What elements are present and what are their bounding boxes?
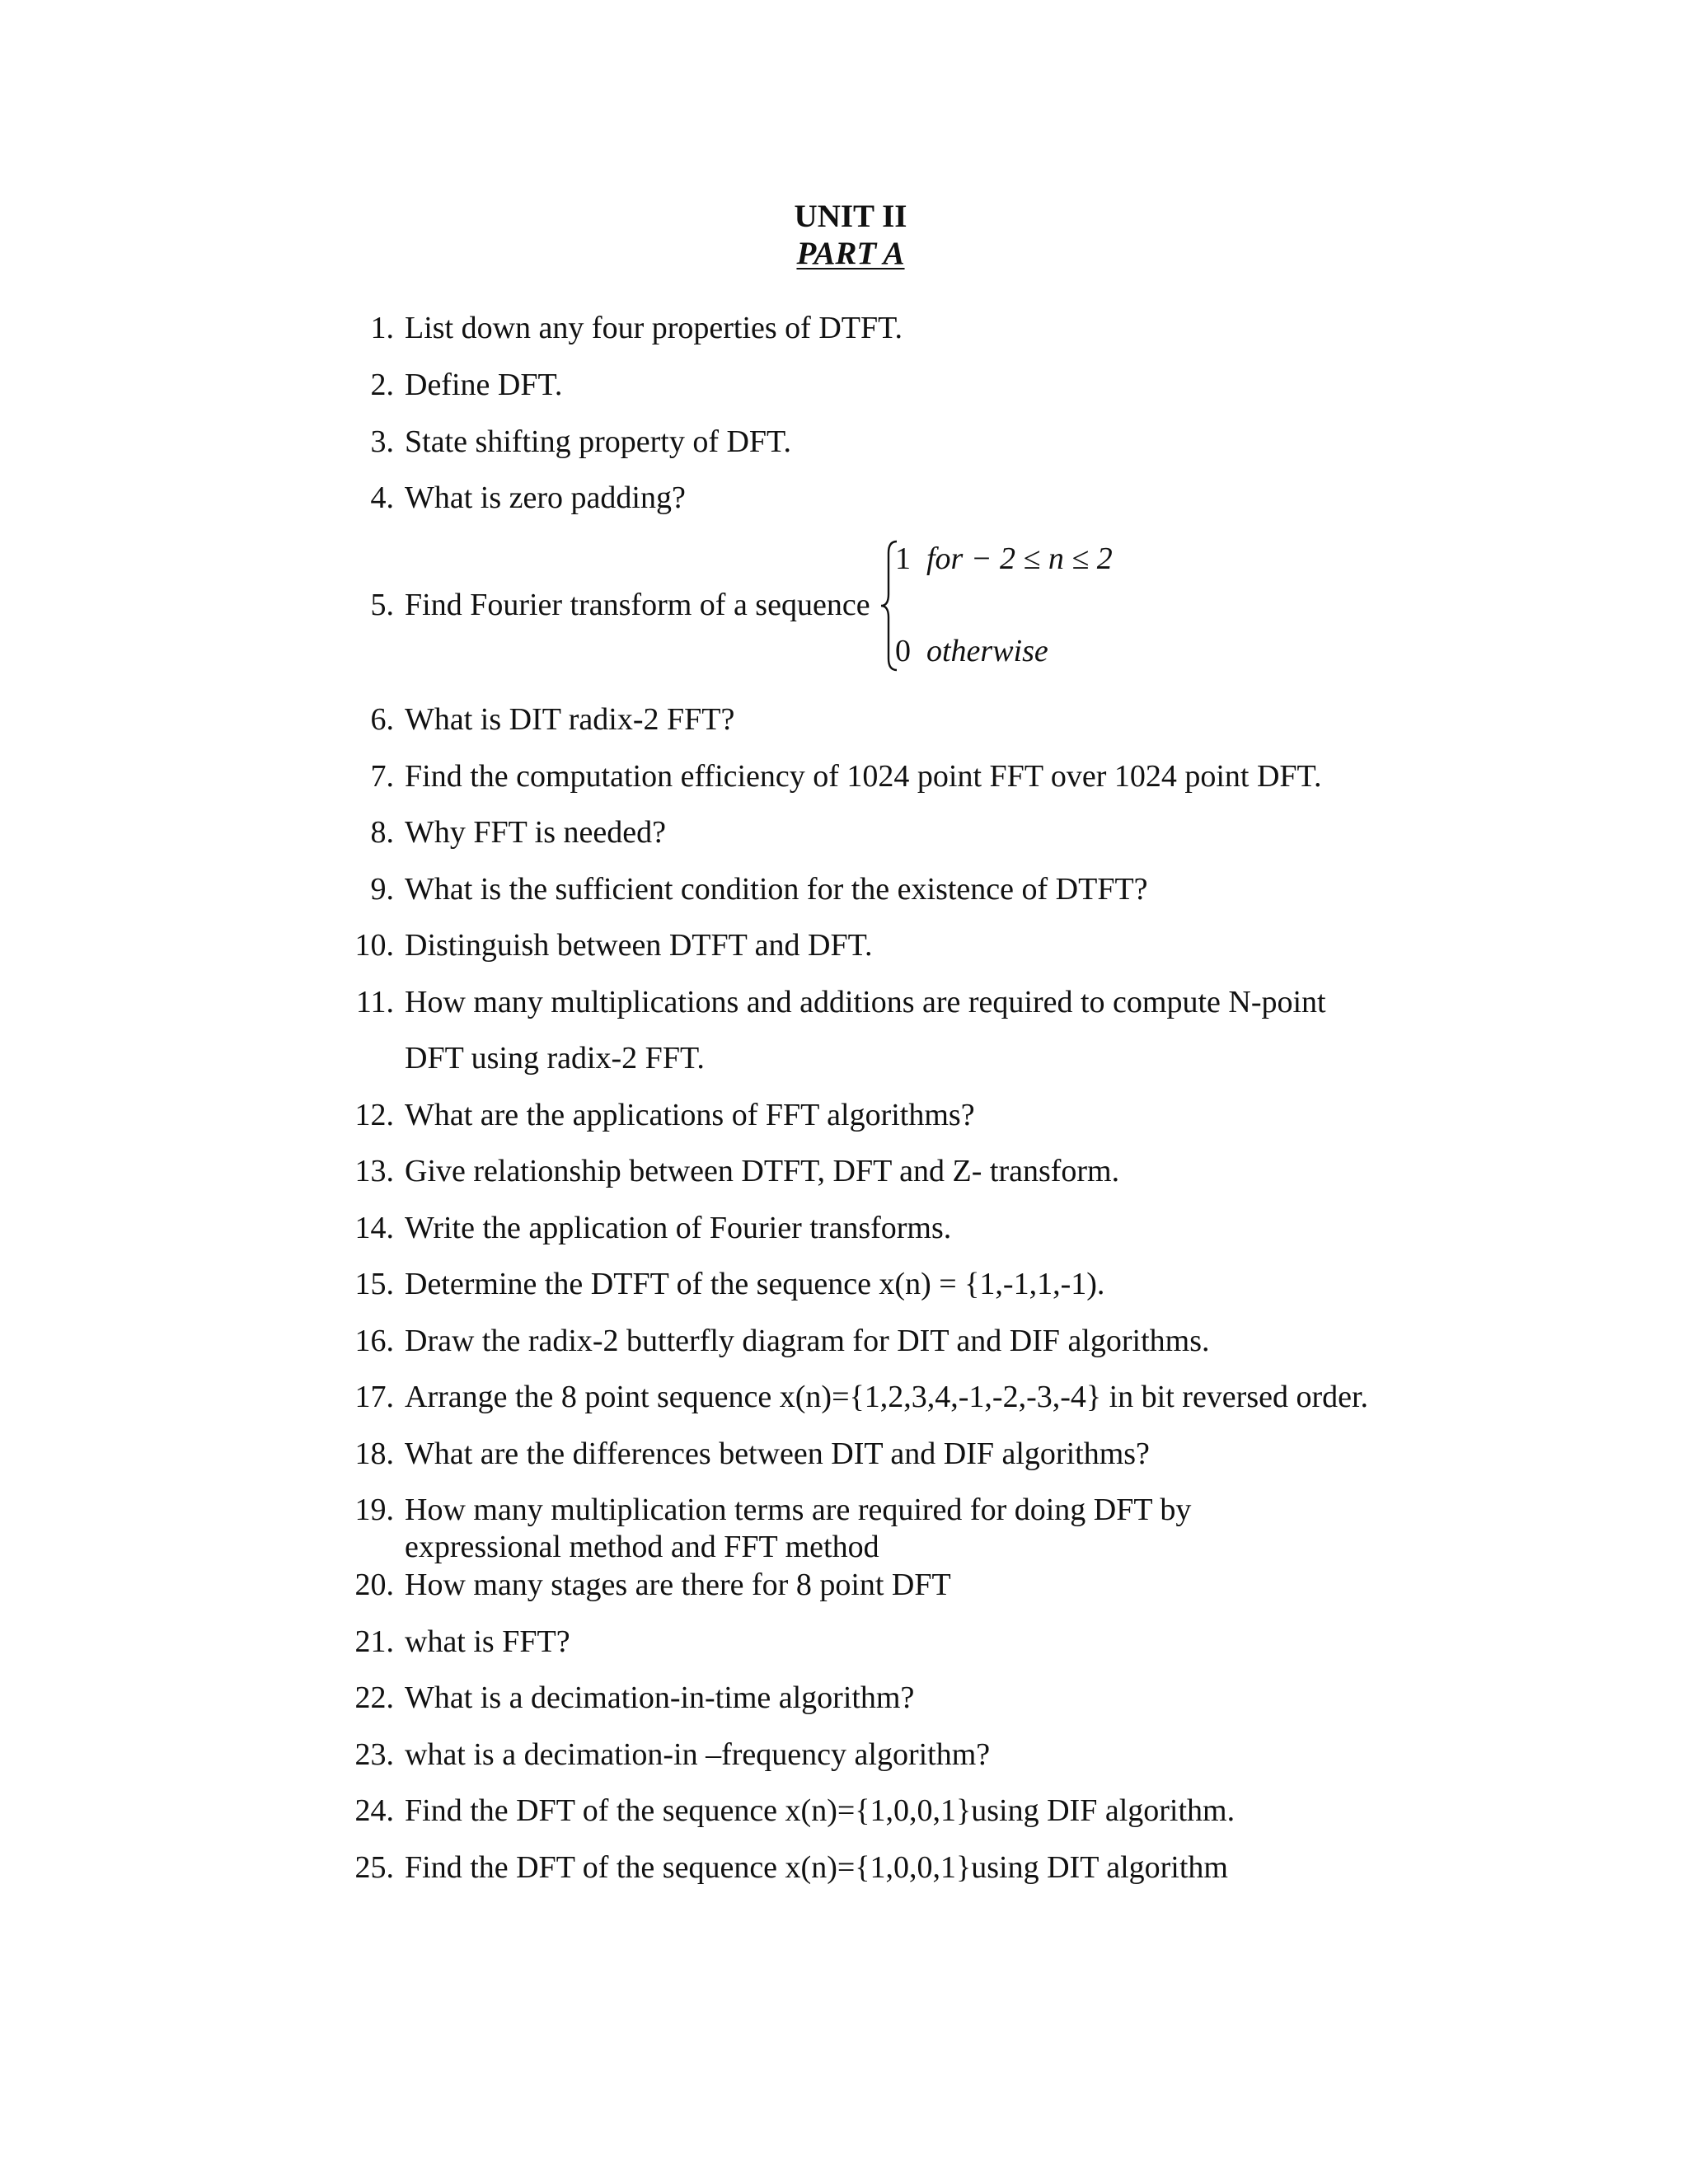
question-text: Distinguish between DTFT and DFT. [405,928,873,963]
question-item [338,1210,951,1246]
question-item [338,587,870,623]
case-condition: otherwise [926,634,1048,668]
question-text: What is zero padding? [405,480,686,515]
question-text: State shifting property of DFT. [405,424,791,459]
question-number: 11. [355,985,394,1019]
question-number: 2. [370,368,394,402]
question-number: 1. [370,311,394,345]
question-item [338,1266,1104,1302]
question-item [338,367,562,403]
question-item [338,814,666,851]
question-text: Define DFT. [405,368,563,402]
question-text: How many multiplication terms are required for doing DFT by [405,1493,1192,1527]
question-text: What is a decimation-in-time algorithm? [405,1680,915,1715]
question-item [338,758,1321,794]
case-condition: for − 2 ≤ n ≤ 2 [926,541,1113,576]
question-text: What is the sufficient condition for the existence of DTFT? [405,872,1148,907]
question-number: 20. [354,1568,394,1602]
question-text: Find Fourier transform of a sequence [405,588,870,622]
question-item [338,1379,1368,1415]
question-number: 23. [354,1737,394,1772]
question-number: 4. [370,480,394,515]
question-number: 14. [354,1211,394,1245]
question-item [338,1736,990,1773]
question-number: 9. [370,872,394,907]
question-number: 6. [370,702,394,737]
case-row [895,633,1048,669]
question-number: 12. [354,1098,394,1132]
unit-title: UNIT II [794,199,907,234]
question-text: Draw the radix-2 butterfly diagram for DIT and DIF algorithms. [405,1324,1210,1358]
question-continuation: expressional method and FFT method [405,1530,879,1564]
question-continuation: DFT using radix-2 FFT. [405,1041,705,1076]
case-row [895,541,1113,577]
question-number: 16. [354,1324,394,1358]
question-number: 25. [354,1850,394,1885]
question-number: 18. [354,1436,394,1471]
question-item [338,1793,1235,1829]
question-item [338,1436,1150,1472]
question-number: 21. [354,1624,394,1659]
question-text: How many stages are there for 8 point DFT [405,1568,951,1602]
question-text: Arrange the 8 point sequence x(n)={1,2,3,4,-1,-2,-3,-4} in bit reversed order. [405,1380,1369,1414]
question-number: 15. [354,1267,394,1301]
question-item [338,1680,914,1716]
question-item [338,871,1148,907]
question-item [338,1323,1209,1359]
question-item [338,927,873,963]
question-number: 7. [370,759,394,794]
question-item [338,480,686,516]
question-text: What is DIT radix-2 FFT? [405,702,735,737]
question-item [338,1153,1119,1189]
question-text: Determine the DTFT of the sequence x(n) = {1,-1,1,-1). [405,1267,1105,1301]
question-item [338,310,903,346]
question-text: Give relationship between DTFT, DFT and Z- transform. [405,1154,1120,1188]
question-number: 3. [370,424,394,459]
question-item [338,984,1326,1020]
question-text: what is a decimation-in –frequency algorithm? [405,1737,991,1772]
question-number: 5. [370,588,394,622]
question-number: 17. [354,1380,394,1414]
question-item [338,1097,975,1133]
question-item [338,701,734,738]
question-text: Why FFT is needed? [405,815,666,850]
question-text: Find the DFT of the sequence x(n)={1,0,0,1}using DIF algorithm. [405,1793,1236,1828]
question-text: what is FFT? [405,1624,570,1659]
part-title: PART A [796,236,905,271]
question-text: What are the applications of FFT algorithms? [405,1098,975,1132]
question-item [338,1624,570,1660]
question-text: Find the DFT of the sequence x(n)={1,0,0,1}using DIT algorithm [405,1850,1228,1885]
case-value: 0 [895,634,911,668]
question-item [338,1567,951,1603]
question-text: Find the computation efficiency of 1024 point FFT over 1024 point DFT. [405,759,1322,794]
question-number: 10. [354,928,394,963]
question-text: Write the application of Fourier transforms. [405,1211,952,1245]
question-item [338,424,791,460]
question-number: 19. [354,1493,394,1527]
case-value: 1 [895,541,911,576]
question-text: What are the differences between DIT and DIF algorithms? [405,1436,1150,1471]
question-number: 24. [354,1793,394,1828]
question-text: How many multiplications and additions are required to compute N-point [405,985,1326,1019]
question-item [338,1492,1191,1528]
question-item [338,1849,1228,1886]
question-number: 22. [354,1680,394,1715]
question-number: 8. [370,815,394,850]
question-number: 13. [354,1154,394,1188]
question-text: List down any four properties of DTFT. [405,311,903,345]
